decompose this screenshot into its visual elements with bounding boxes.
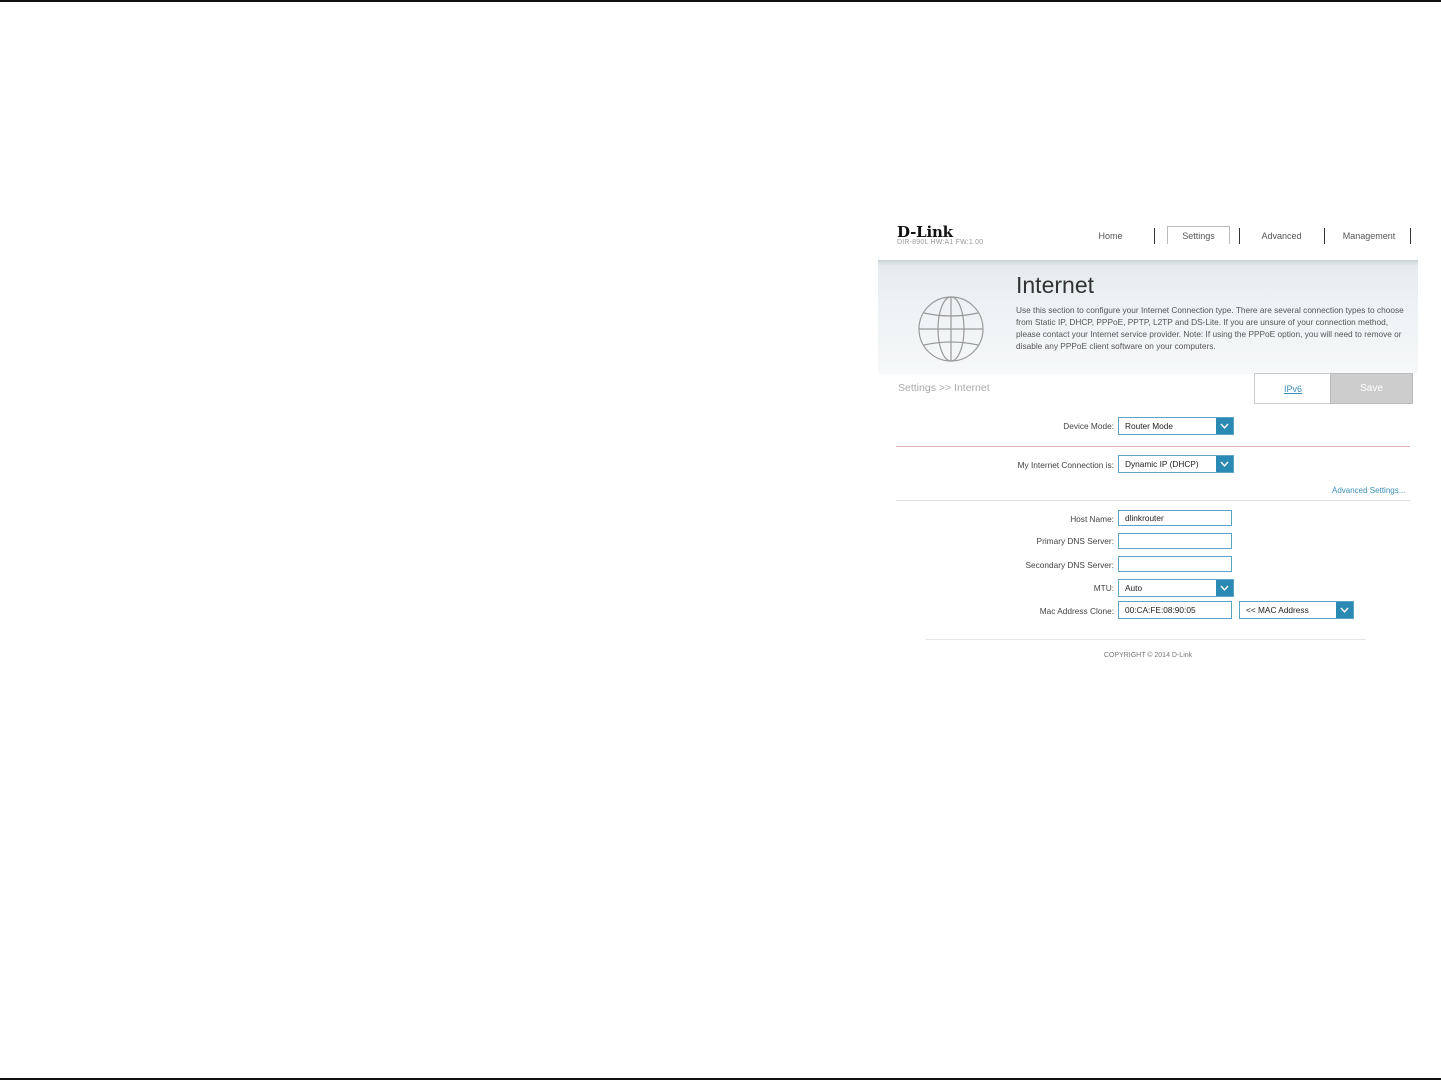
nav-home[interactable]: Home <box>1098 231 1123 241</box>
internet-banner <box>878 260 1418 374</box>
chevron-down-icon <box>1216 580 1233 596</box>
mtu-select[interactable] <box>1118 579 1234 597</box>
section-divider <box>896 446 1410 447</box>
nav-management[interactable]: Management <box>1342 231 1396 241</box>
device-mode-select[interactable] <box>1118 417 1234 435</box>
dlink-logo: D-Link <box>897 223 953 241</box>
device-mode-value: Router Mode <box>1125 421 1173 431</box>
copyright: COPYRIGHT © 2014 D-Link <box>1103 652 1193 659</box>
mtu-label: MTU: <box>1093 583 1114 593</box>
nav-separator <box>1324 228 1325 244</box>
mac-address-select-value: << MAC Address <box>1246 605 1309 615</box>
device-mode-label: Device Mode: <box>1063 421 1114 431</box>
page-top-rule <box>0 0 1441 2</box>
section-divider <box>896 500 1410 501</box>
model-info: DIR-890L HW:A1 FW:1.00 <box>897 239 984 246</box>
page-description: Use this section to configure your Internet Connection type. There are several connection types to choose from Static IP, DHCP, PPPoE, PPTP, L2TP and DS-Lite. If you are unsure of your connection method, please contact your Internet service provider. Note: If using the PPPoE option, you will need to remove or disable any PPPoE client software on your computers. <box>1016 305 1404 351</box>
nav-separator <box>1154 228 1155 244</box>
breadcrumb: Settings >> Internet <box>898 382 990 394</box>
connection-type-select[interactable] <box>1118 455 1234 473</box>
chevron-down-icon <box>1216 418 1233 434</box>
nav-separator <box>1239 228 1240 244</box>
primary-dns-input[interactable] <box>1118 533 1232 549</box>
ipv6-link[interactable]: IPv6 <box>1254 373 1331 404</box>
page-title: Internet <box>1016 272 1094 298</box>
secondary-dns-label: Secondary DNS Server: <box>1025 560 1114 570</box>
advanced-settings-link[interactable]: Advanced Settings... <box>1332 486 1406 495</box>
router-web-ui <box>878 218 1418 670</box>
host-name-label: Host Name: <box>1070 514 1114 524</box>
secondary-dns-input[interactable] <box>1118 556 1232 572</box>
connection-type-label: My Internet Connection is: <box>1017 460 1114 470</box>
mac-address-input[interactable]: 00:CA:FE:08:90:05 <box>1118 601 1232 619</box>
connection-type-value: Dynamic IP (DHCP) <box>1125 459 1199 469</box>
globe-icon <box>916 294 986 364</box>
chevron-down-icon <box>1336 602 1353 618</box>
page-bottom-rule <box>0 1078 1441 1080</box>
save-button[interactable]: Save <box>1330 373 1413 404</box>
footer-divider <box>926 639 1366 640</box>
primary-dns-label: Primary DNS Server: <box>1036 536 1114 546</box>
mac-address-select[interactable] <box>1239 601 1354 619</box>
nav-separator <box>1410 228 1411 244</box>
chevron-down-icon <box>1216 456 1233 472</box>
nav-settings[interactable]: Settings <box>1167 226 1230 244</box>
mtu-value: Auto <box>1125 583 1143 593</box>
host-name-input[interactable]: dlinkrouter <box>1118 510 1232 526</box>
nav-advanced[interactable]: Advanced <box>1261 231 1302 241</box>
mac-clone-label: Mac Address Clone: <box>1039 606 1114 616</box>
